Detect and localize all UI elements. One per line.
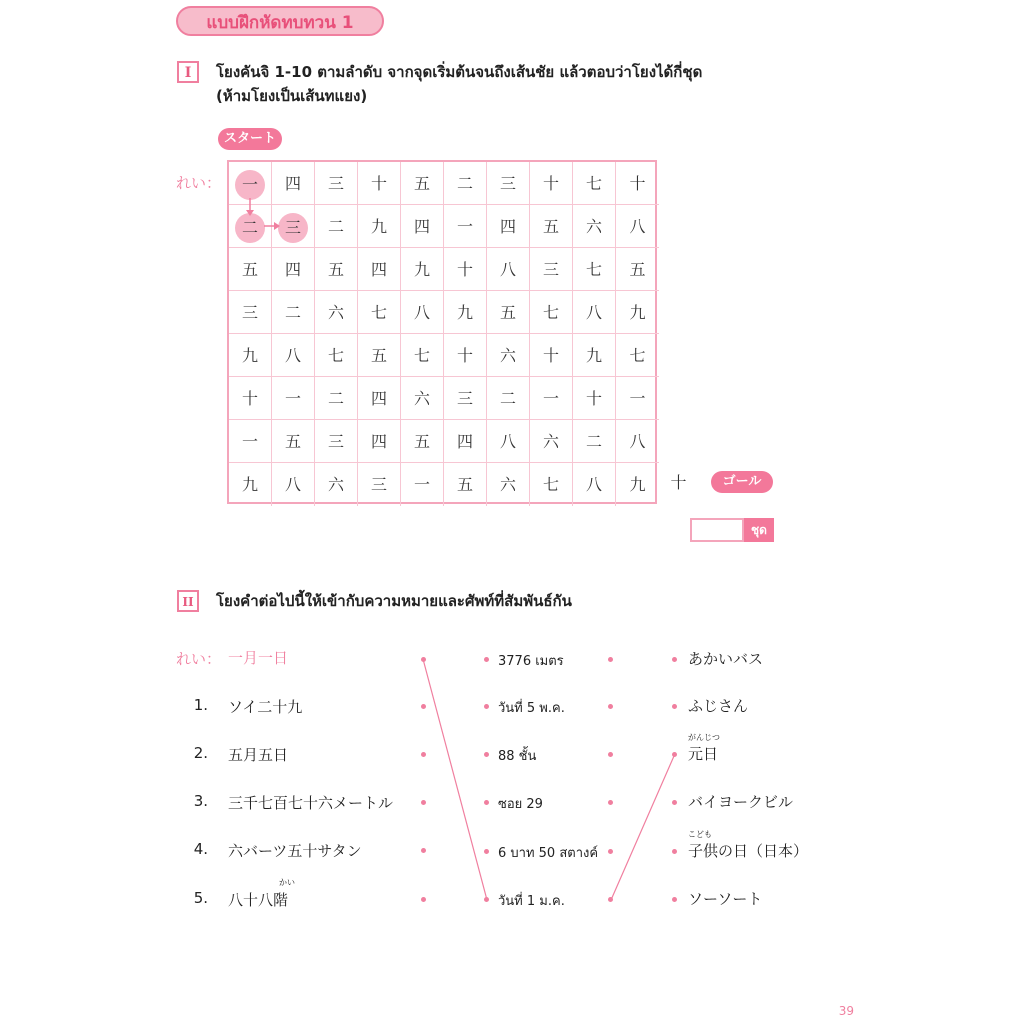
kanji-char: 四 xyxy=(370,389,387,408)
kanji-char: 七 xyxy=(327,346,344,365)
kanji-char: 十 xyxy=(542,346,559,365)
kanji-char: 二 xyxy=(284,303,301,322)
meaning-text: 88 ชั้น xyxy=(498,749,537,764)
meaning-text: 3776 เมตร xyxy=(498,654,564,669)
kanji-char: 一 xyxy=(629,389,646,408)
kanji-char: 二 xyxy=(499,389,516,408)
kanji-char: 四 xyxy=(370,260,387,279)
right-ruby: こども xyxy=(688,830,712,839)
kanji-char: 八 xyxy=(413,303,430,322)
kanji-char: 三 xyxy=(499,174,516,193)
kanji-char: 九 xyxy=(413,260,430,279)
kanji-char: 七 xyxy=(629,346,646,365)
kanji-char: 八 xyxy=(499,432,516,451)
kanji-char: 十 xyxy=(456,346,473,365)
kanji-char: 七 xyxy=(542,475,559,494)
kanji-char: 四 xyxy=(284,260,301,279)
kanji-char: 十 xyxy=(542,174,559,193)
kanji-char: 七 xyxy=(585,260,602,279)
kanji-char: 三 xyxy=(278,213,308,243)
kanji-char: 十 xyxy=(629,174,646,193)
kanji-char: 五 xyxy=(542,217,559,236)
kanji-char: 三 xyxy=(327,174,344,193)
related-word: 子供の日（日本） xyxy=(688,842,809,860)
meaning-text: วันที่ 1 ม.ค. xyxy=(498,894,565,909)
kanji-char: 十 xyxy=(370,174,387,193)
kanji-char: 三 xyxy=(241,303,258,322)
kanji-char: 三 xyxy=(327,432,344,451)
meaning-text: วันที่ 5 พ.ค. xyxy=(498,701,565,716)
left-word: ソイ二十九 xyxy=(228,698,303,716)
left-ruby: かい xyxy=(279,878,295,887)
related-word: あかいバス xyxy=(688,650,764,668)
kanji-char: 六 xyxy=(327,303,344,322)
kanji-char: 四 xyxy=(456,432,473,451)
item-number: 4. xyxy=(193,840,208,858)
kanji-char: 七 xyxy=(585,174,602,193)
example-word: 一月一日 xyxy=(228,649,289,667)
kanji-char: 五 xyxy=(456,475,473,494)
kanji-char: 六 xyxy=(585,217,602,236)
kanji-char: 五 xyxy=(413,174,430,193)
kanji-char: 二 xyxy=(327,217,344,236)
kanji-char: 十 xyxy=(585,389,602,408)
kanji-char: 十 xyxy=(241,389,258,408)
item-number: 2. xyxy=(193,744,208,762)
section-1-instruction-note: (ห้ามโยงเป็นเส้นทแยง) xyxy=(216,87,368,105)
kanji-char: 二 xyxy=(585,432,602,451)
kanji-char: 九 xyxy=(370,217,387,236)
section-2-icon: II xyxy=(177,590,199,612)
kanji-char: 五 xyxy=(284,432,301,451)
kanji-char: 九 xyxy=(241,475,258,494)
kanji-char: 六 xyxy=(327,475,344,494)
kanji-char: 五 xyxy=(370,346,387,365)
kanji-char: 八 xyxy=(284,475,301,494)
right-ruby: がんじつ xyxy=(688,733,720,742)
kanji-char: 八 xyxy=(284,346,301,365)
kanji-char: 三 xyxy=(542,260,559,279)
kanji-char: 五 xyxy=(327,260,344,279)
kanji-char: 四 xyxy=(284,174,301,193)
meaning-text: ซอย 29 xyxy=(498,797,543,812)
meaning-text: 6 บาท 50 สตางค์ xyxy=(498,846,599,861)
example-label-2: れい： xyxy=(176,650,222,668)
kanji-char: 五 xyxy=(241,260,258,279)
kanji-char: 六 xyxy=(542,432,559,451)
kanji-char: 五 xyxy=(413,432,430,451)
related-word: ふじさん xyxy=(688,697,749,715)
kanji-char: 四 xyxy=(370,432,387,451)
kanji-char: 四 xyxy=(413,217,430,236)
kanji-char: 六 xyxy=(499,346,516,365)
answer-unit: ชุด xyxy=(744,518,774,542)
item-number: 3. xyxy=(193,792,208,810)
kanji-char: 二 xyxy=(327,389,344,408)
kanji-char: 九 xyxy=(585,346,602,365)
left-word: 八十八階 xyxy=(228,891,289,909)
left-word: 三千七百七十六メートル xyxy=(228,794,394,812)
kanji-char: 四 xyxy=(499,217,516,236)
section-1-instruction: โยงคันจิ 1-10 ตามลำดับ จากจุดเริ่มต้นจนถึงเส้นชัย แล้วตอบว่าโยงได้กี่ชุด xyxy=(216,63,703,81)
left-word: 六バーツ五十サタン xyxy=(228,842,362,860)
kanji-char: 六 xyxy=(499,475,516,494)
related-word: ソーソート xyxy=(688,890,763,908)
kanji-char: 一 xyxy=(284,389,301,408)
kanji-char: 一 xyxy=(235,170,265,200)
page-title: แบบฝึกหัดทบทวน 1 xyxy=(176,6,384,36)
kanji-char: 六 xyxy=(413,389,430,408)
page-number: 39 xyxy=(838,1004,854,1018)
related-word: 元日 xyxy=(688,745,719,763)
kanji-char: 五 xyxy=(499,303,516,322)
item-number: 1. xyxy=(193,696,208,714)
kanji-char: 七 xyxy=(413,346,430,365)
kanji-char: 八 xyxy=(629,217,646,236)
kanji-char: 八 xyxy=(585,303,602,322)
kanji-char: 一 xyxy=(413,475,430,494)
section-2-instruction: โยงคำต่อไปนี้ให้เข้ากับความหมายและศัพท์ที่สัมพันธ์กัน xyxy=(216,592,572,610)
kanji-char: 三 xyxy=(456,389,473,408)
kanji-char: 九 xyxy=(629,303,646,322)
kanji-char: 七 xyxy=(542,303,559,322)
kanji-char: 七 xyxy=(370,303,387,322)
item-number: 5. xyxy=(193,889,208,907)
kanji-char: 一 xyxy=(456,217,473,236)
kanji-char: 八 xyxy=(629,432,646,451)
example-label: れい： xyxy=(176,174,222,192)
kanji-char: 九 xyxy=(241,346,258,365)
kanji-char: 九 xyxy=(629,475,646,494)
left-word: 五月五日 xyxy=(228,746,289,764)
kanji-char: 一 xyxy=(542,389,559,408)
kanji-char: 二 xyxy=(456,174,473,193)
related-word: バイヨークビル xyxy=(688,793,794,811)
kanji-char: 九 xyxy=(456,303,473,322)
section-1-icon: I xyxy=(177,61,199,83)
kanji-char: 八 xyxy=(585,475,602,494)
goal-label: ゴール xyxy=(711,471,773,493)
goal-cell: 十 xyxy=(670,473,687,492)
kanji-char: 一 xyxy=(241,432,258,451)
kanji-char: 五 xyxy=(629,260,646,279)
kanji-char: 十 xyxy=(456,260,473,279)
start-label: スタート xyxy=(218,128,282,150)
kanji-char: 八 xyxy=(499,260,516,279)
kanji-char: 二 xyxy=(235,213,265,243)
kanji-char: 三 xyxy=(370,475,387,494)
